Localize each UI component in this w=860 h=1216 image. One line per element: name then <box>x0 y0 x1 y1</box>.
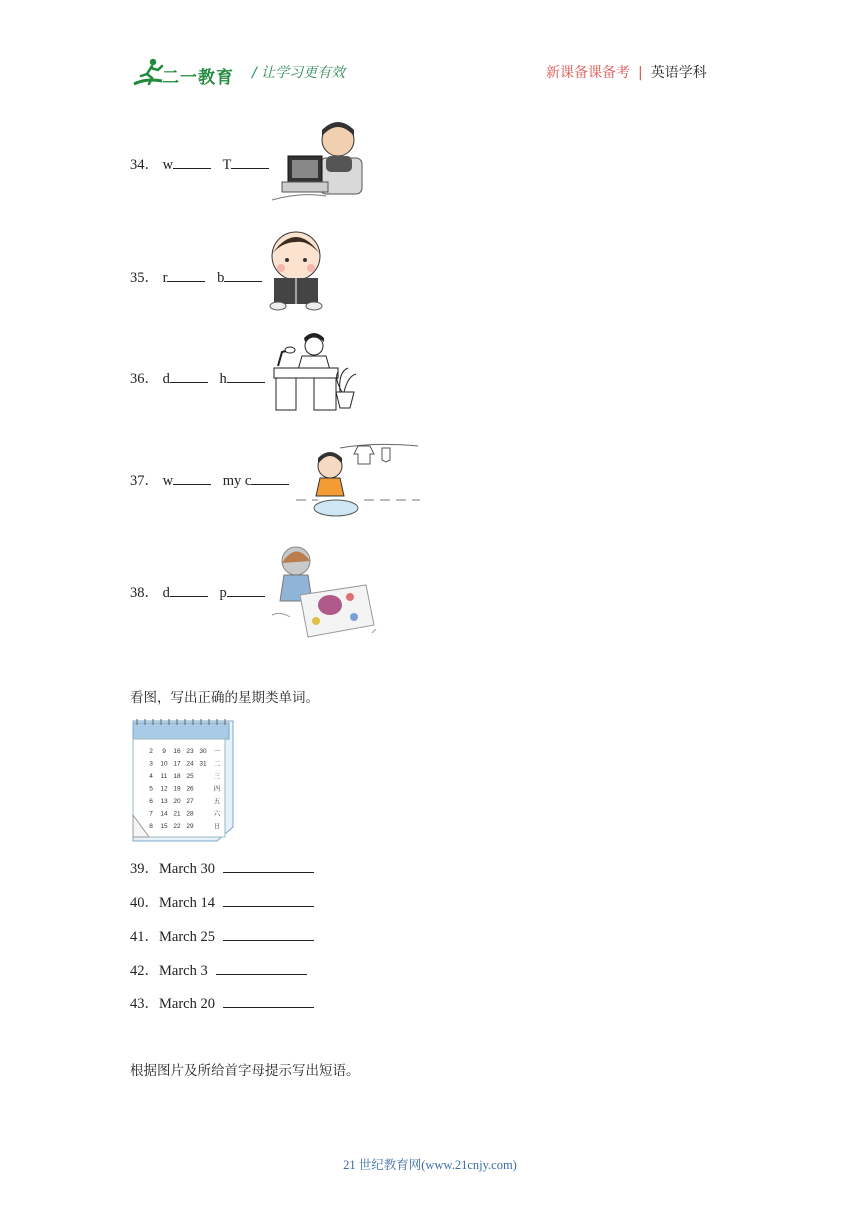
question-number: 43． <box>130 996 159 1012</box>
boy-watching-tv-icon <box>270 122 375 204</box>
section-instruction-calendar: 看图，写出正确的星期类单词。 <box>130 690 319 706</box>
calendar-day: 9 <box>162 748 166 755</box>
calendar-weekday: 六 <box>213 809 221 818</box>
logo-text: 二一教育 <box>162 68 234 88</box>
hint-letter: d <box>162 371 170 387</box>
answer-blank[interactable] <box>173 472 211 485</box>
calendar-day: 26 <box>186 785 194 793</box>
girl-washing-clothes-icon <box>294 440 420 524</box>
hint-letter: T <box>222 157 232 173</box>
calendar-day: 30 <box>199 748 207 755</box>
hint-letter: d <box>162 585 170 601</box>
question-39 <box>130 857 314 878</box>
answer-blank[interactable] <box>167 269 205 282</box>
calendar-weekday: 二 <box>213 759 221 768</box>
section-instruction-phrases: 根据图片及所给首字母提示写出短语。 <box>130 1063 360 1079</box>
calendar-weekday: 日 <box>213 822 221 830</box>
calendar-day: 8 <box>149 823 153 830</box>
calendar-day: 28 <box>186 810 194 818</box>
calendar-day: 29 <box>186 823 194 830</box>
question-number: 39． <box>130 861 159 877</box>
question-number: 35． <box>130 270 159 286</box>
hint-letter: h <box>219 371 227 387</box>
calendar-day: 19 <box>173 785 181 793</box>
question-34 <box>130 153 269 174</box>
calendar-weekday: 一 <box>213 747 221 755</box>
calendar-day: 10 <box>160 760 168 768</box>
calendar-weekday: 四 <box>213 784 221 793</box>
boy-drawing-picture-icon <box>270 545 378 641</box>
answer-blank[interactable] <box>216 962 307 975</box>
calendar-day: 24 <box>186 760 194 768</box>
answer-blank[interactable] <box>170 370 208 383</box>
answer-blank[interactable] <box>231 156 269 169</box>
answer-blank[interactable] <box>227 370 265 383</box>
question-number: 34． <box>130 157 159 173</box>
calendar-day: 22 <box>173 823 181 830</box>
answer-blank[interactable] <box>227 584 265 597</box>
course-label: 新课备课备考 <box>546 65 630 81</box>
answer-blank[interactable] <box>173 156 211 169</box>
site-logo <box>132 56 242 90</box>
question-38 <box>130 581 265 602</box>
calendar-day: 14 <box>160 810 168 818</box>
calendar-day: 7 <box>149 810 153 818</box>
answer-blank[interactable] <box>223 860 314 873</box>
hint-letter: my c <box>222 473 252 489</box>
calendar-day: 20 <box>173 798 181 805</box>
calendar-image <box>129 715 239 843</box>
answer-blank[interactable] <box>223 894 314 907</box>
calendar-day: 25 <box>186 773 194 780</box>
question-36 <box>130 367 265 388</box>
question-42 <box>130 959 307 980</box>
answer-blank[interactable] <box>224 269 262 282</box>
subject-label: 英语学科 <box>650 65 707 81</box>
slogan: / 让学习更有效 <box>252 65 346 81</box>
footer-text: 21 世纪教育网(www.21cnjy.com) <box>343 1158 517 1172</box>
calendar-day: 23 <box>186 748 194 755</box>
answer-blank[interactable] <box>251 472 289 485</box>
calendar-day: 5 <box>149 785 153 793</box>
calendar-day: 16 <box>173 748 181 755</box>
answer-blank[interactable] <box>170 584 208 597</box>
question-number: 38． <box>130 585 159 601</box>
hint-letter: r <box>162 270 168 286</box>
date-label: March 25 <box>159 929 215 945</box>
date-label: March 20 <box>159 996 215 1012</box>
running-man-icon <box>132 56 166 90</box>
question-43 <box>130 992 314 1013</box>
question-number: 36． <box>130 371 159 387</box>
hint-letter: w <box>162 157 174 173</box>
question-41 <box>130 925 314 946</box>
calendar-day: 15 <box>160 823 168 830</box>
hint-letter: p <box>219 585 227 601</box>
calendar-day: 2 <box>149 748 153 755</box>
calendar-day: 18 <box>173 773 181 780</box>
calendar-day: 31 <box>199 760 207 768</box>
calendar-day: 6 <box>149 798 153 805</box>
calendar-day: 3 <box>149 760 153 768</box>
header-separator: | <box>638 65 643 81</box>
hint-letter: w <box>162 473 174 489</box>
question-number: 37． <box>130 473 159 489</box>
date-label: March 30 <box>159 861 215 877</box>
question-number: 40． <box>130 895 159 911</box>
question-37 <box>130 469 289 490</box>
calendar-day: 21 <box>173 810 181 818</box>
date-label: March 3 <box>159 963 208 979</box>
calendar-weekday: 五 <box>213 797 221 805</box>
question-35 <box>130 266 262 287</box>
boy-reading-book-icon <box>268 226 328 312</box>
calendar-day: 12 <box>160 785 168 793</box>
question-number: 42． <box>130 963 159 979</box>
calendar-day: 4 <box>149 773 153 780</box>
header-course-info <box>546 62 707 82</box>
calendar-day: 27 <box>186 798 194 805</box>
question-40 <box>130 891 314 912</box>
hint-letter: b <box>217 270 225 286</box>
answer-blank[interactable] <box>223 928 314 941</box>
question-number: 41． <box>130 929 159 945</box>
calendar-day: 13 <box>160 798 168 805</box>
calendar-weekday: 三 <box>213 772 221 780</box>
date-label: March 14 <box>159 895 215 911</box>
boy-doing-homework-icon <box>268 332 358 412</box>
calendar-day: 17 <box>173 760 181 768</box>
calendar-day: 11 <box>160 773 168 780</box>
answer-blank[interactable] <box>223 995 314 1008</box>
